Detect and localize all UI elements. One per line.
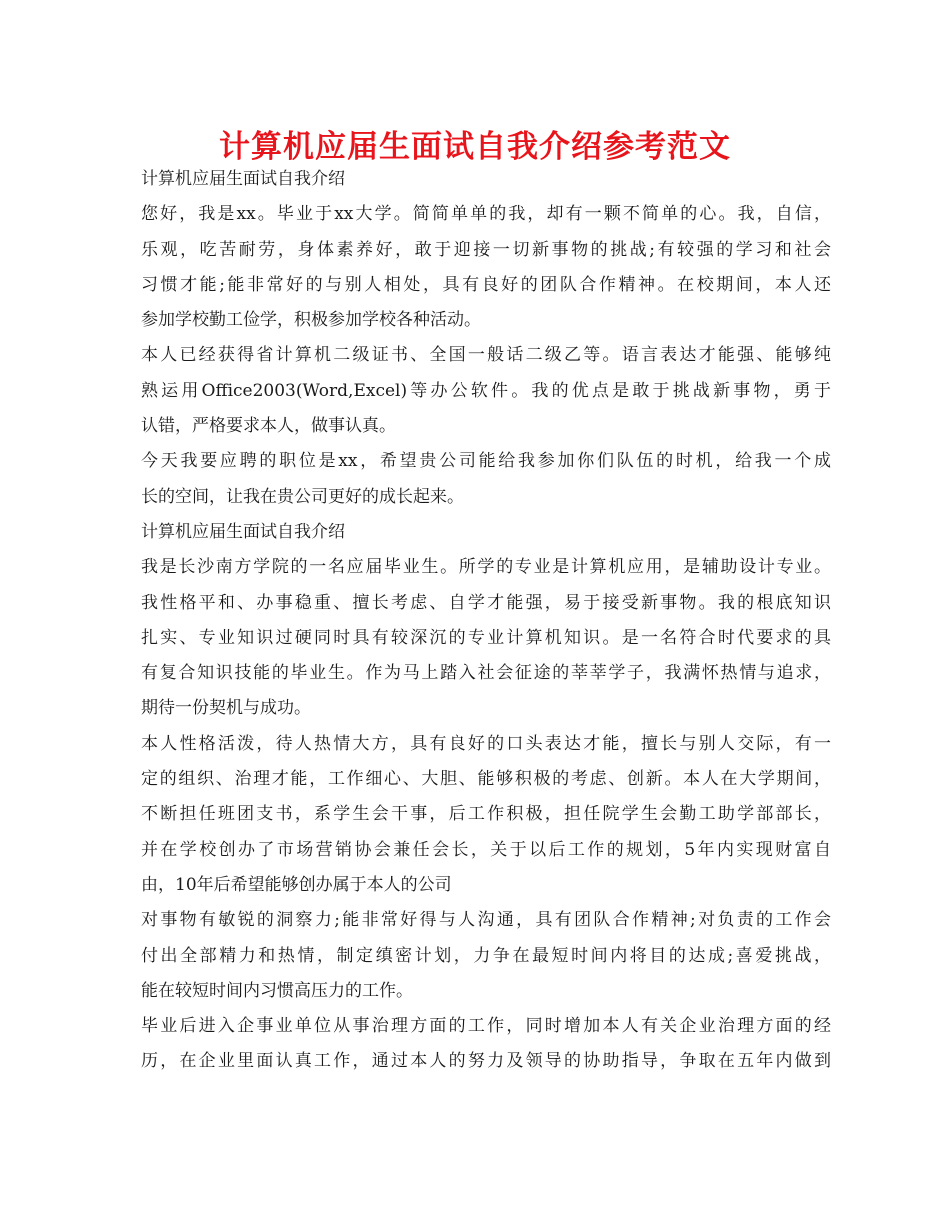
text-line: 熟运用Office2003(Word,Excel)等办公软件。我的优点是敢于挑战新事物，勇于 <box>141 380 831 401</box>
text-line: 长的空间，让我在贵公司更好的成长起来。 <box>141 486 464 507</box>
document-body <box>141 162 831 1080</box>
document-title: 计算机应届生面试自我介绍参考范文 <box>219 129 731 165</box>
text-line: 有复合知识技能的毕业生。作为马上踏入社会征途的莘莘学子，我满怀热情与追求， <box>141 663 831 684</box>
text-line: 乐观，吃苦耐劳，身体素养好，敢于迎接一切新事物的挑战;有较强的学习和社会 <box>141 239 831 260</box>
text-line: 定的组织、治理才能，工作细心、大胆、能够积极的考虑、创新。本人在大学期间， <box>141 769 831 790</box>
text-line: 习惯才能;能非常好的与别人相处，具有良好的团队合作精神。在校期间，本人还 <box>141 274 831 295</box>
text-line: 您好，我是xx。毕业于xx大学。简简单单的我，却有一颗不简单的心。我，自信， <box>141 204 831 225</box>
text-line: 由，10年后希望能够创办属于本人的公司 <box>141 874 452 895</box>
text-line: 期待一份契机与成功。 <box>141 698 311 719</box>
text-line: 本人已经获得省计算机二级证书、全国一般话二级乙等。语言表达才能强、能够纯 <box>141 345 831 366</box>
text-line: 我性格平和、办事稳重、擅长考虑、自学才能强，易于接受新事物。我的根底知识 <box>141 592 831 613</box>
text-line: 不断担任班团支书，系学生会干事，后工作积极，担任院学生会勤工助学部部长， <box>141 804 831 825</box>
text-line: 计算机应届生面试自我介绍 <box>141 169 345 189</box>
text-line: 认错，严格要求本人，做事认真。 <box>141 416 396 437</box>
text-line: 参加学校勤工俭学，积极参加学校各种活动。 <box>141 310 481 331</box>
text-line: 本人性格活泼，待人热情大方，具有良好的口头表达才能，擅长与别人交际，有一 <box>141 733 831 754</box>
text-line: 毕业后进入企事业单位从事治理方面的工作，同时增加本人有关企业治理方面的经 <box>141 1016 831 1037</box>
text-line: 并在学校创办了市场营销协会兼任会长，关于以后工作的规划，5年内实现财富自 <box>141 839 831 860</box>
text-line: 付出全部精力和热情，制定缜密计划，力争在最短时间内将目的达成;喜爱挑战， <box>141 945 831 966</box>
text-line: 今天我要应聘的职位是xx，希望贵公司能给我参加你们队伍的时机，给我一个成 <box>141 451 831 472</box>
text-line: 历，在企业里面认真工作，通过本人的努力及领导的协助指导，争取在五年内做到 <box>141 1051 831 1072</box>
text-line: 扎实、专业知识过硬同时具有较深沉的专业计算机知识。是一名符合时代要求的具 <box>141 627 831 648</box>
text-line: 计算机应届生面试自我介绍 <box>141 521 345 542</box>
text-line: 能在较短时间内习惯高压力的工作。 <box>141 980 413 1001</box>
text-line: 对事物有敏锐的洞察力;能非常好得与人沟通，具有团队合作精神;对负责的工作会 <box>141 910 831 931</box>
text-line: 我是长沙南方学院的一名应届毕业生。所学的专业是计算机应用，是辅助设计专业。 <box>141 557 831 578</box>
